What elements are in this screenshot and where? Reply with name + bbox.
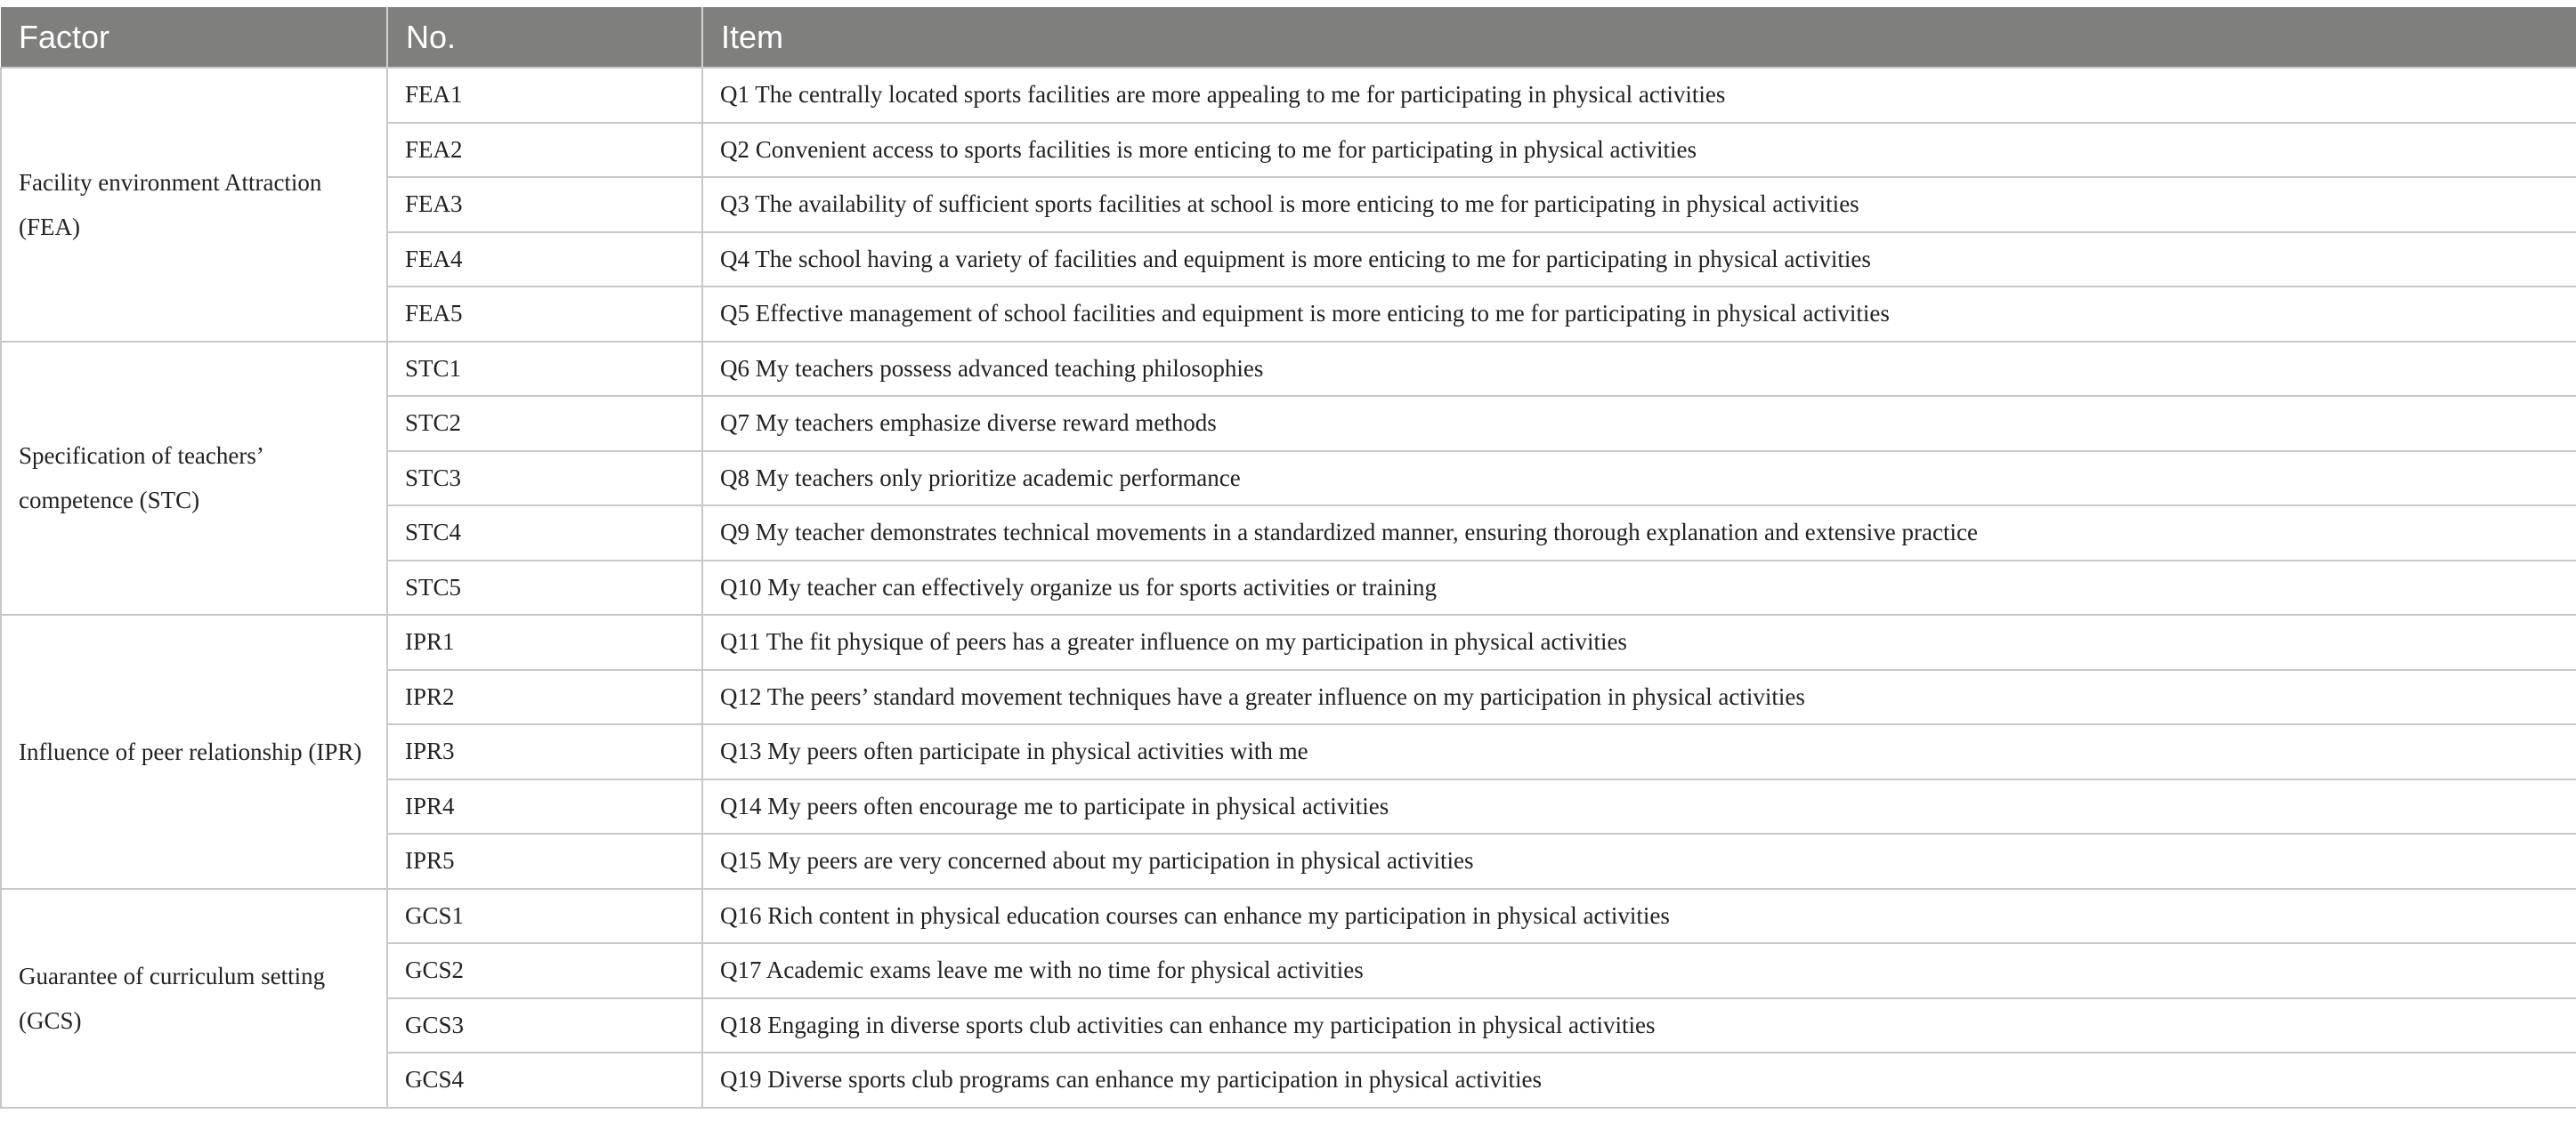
item-number: GCS3	[387, 998, 702, 1053]
table-row	[1, 834, 2576, 889]
factor-cell: Guarantee of curriculum setting (GCS)	[1, 889, 387, 1108]
table-row	[1, 396, 2576, 451]
item-text: Q9 My teacher demonstrates technical movements in a standardized manner, ensuring thorough explanation and extensive practice	[702, 505, 2576, 561]
item-number: GCS1	[387, 889, 702, 944]
table-row	[1, 505, 2576, 561]
item-text: Q1 The centrally located sports facilities are more appealing to me for participating in physical activities	[702, 68, 2576, 123]
table-row	[1, 123, 2576, 178]
item-text: Q6 My teachers possess advanced teaching philosophies	[702, 342, 2576, 397]
table-row	[1, 232, 2576, 287]
table-row	[1, 724, 2576, 779]
item-text: Q16 Rich content in physical education courses can enhance my participation in physical activities	[702, 889, 2576, 944]
factor-cell: Influence of peer relationship (IPR)	[1, 615, 387, 889]
header-no: No.	[387, 7, 702, 68]
item-number: FEA4	[387, 232, 702, 287]
item-number: STC2	[387, 396, 702, 451]
item-text: Q15 My peers are very concerned about my participation in physical activities	[702, 834, 2576, 889]
table-row	[1, 670, 2576, 725]
item-text: Q17 Academic exams leave me with no time for physical activities	[702, 943, 2576, 998]
table-row	[1, 342, 2576, 397]
table-row	[1, 451, 2576, 506]
item-number: FEA2	[387, 123, 702, 178]
item-number: IPR3	[387, 724, 702, 779]
item-number: IPR2	[387, 670, 702, 725]
table-header	[1, 7, 2576, 68]
table-row	[1, 998, 2576, 1053]
item-number: FEA1	[387, 68, 702, 123]
item-text: Q11 The fit physique of peers has a greater influence on my participation in physical activities	[702, 615, 2576, 670]
item-number: STC1	[387, 342, 702, 397]
item-text: Q10 My teacher can effectively organize us for sports activities or training	[702, 561, 2576, 616]
item-number: GCS2	[387, 943, 702, 998]
header-row	[1, 7, 2576, 68]
item-text: Q2 Convenient access to sports facilities is more enticing to me for participating in physical activities	[702, 123, 2576, 178]
table-row	[1, 943, 2576, 998]
item-number: STC3	[387, 451, 702, 506]
table-body	[1, 68, 2576, 1108]
item-text: Q7 My teachers emphasize diverse reward methods	[702, 396, 2576, 451]
item-number: STC5	[387, 561, 702, 616]
table-row	[1, 1053, 2576, 1108]
item-number: IPR4	[387, 779, 702, 835]
table-row	[1, 779, 2576, 835]
item-number: IPR1	[387, 615, 702, 670]
table-row	[1, 68, 2576, 123]
item-text: Q14 My peers often encourage me to participate in physical activities	[702, 779, 2576, 835]
factor-cell: Facility environment Attraction (FEA)	[1, 68, 387, 342]
item-text: Q12 The peers’ standard movement techniques have a greater influence on my participation in physical activities	[702, 670, 2576, 725]
table-row	[1, 177, 2576, 232]
item-number: IPR5	[387, 834, 702, 889]
table-row	[1, 561, 2576, 616]
item-text: Q19 Diverse sports club programs can enhance my participation in physical activities	[702, 1053, 2576, 1108]
item-number: FEA5	[387, 287, 702, 342]
item-number: STC4	[387, 505, 702, 561]
item-number: FEA3	[387, 177, 702, 232]
factor-cell: Specification of teachers’ competence (STC)	[1, 342, 387, 616]
table-row	[1, 889, 2576, 944]
item-text: Q5 Effective management of school facilities and equipment is more enticing to me for participating in physical activities	[702, 287, 2576, 342]
item-number: GCS4	[387, 1053, 702, 1108]
item-text: Q8 My teachers only prioritize academic performance	[702, 451, 2576, 506]
item-text: Q4 The school having a variety of facilities and equipment is more enticing to me for participating in physical activities	[702, 232, 2576, 287]
table-row	[1, 615, 2576, 670]
item-text: Q3 The availability of sufficient sports facilities at school is more enticing to me for participating in physical activities	[702, 177, 2576, 232]
header-factor: Factor	[1, 7, 387, 68]
header-item: Item	[702, 7, 2576, 68]
survey-items-table	[0, 7, 2576, 1109]
item-text: Q18 Engaging in diverse sports club activities can enhance my participation in physical activities	[702, 998, 2576, 1053]
table-row	[1, 287, 2576, 342]
item-text: Q13 My peers often participate in physical activities with me	[702, 724, 2576, 779]
